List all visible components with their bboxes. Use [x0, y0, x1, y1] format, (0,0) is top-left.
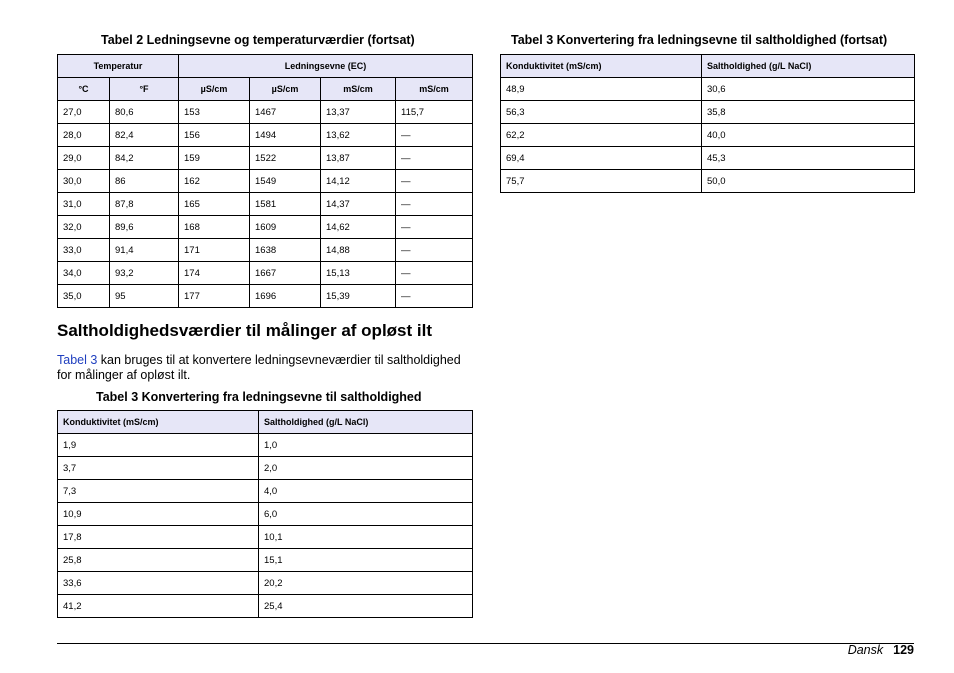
table3-cell: 20,2: [259, 572, 473, 595]
table3-continued-row: [501, 101, 915, 124]
table3-cell: 2,0: [259, 457, 473, 480]
table3-row: [58, 549, 473, 572]
table3-continued-row: [501, 124, 915, 147]
table3-header-conductivity: Konduktivitet (mS/cm): [58, 411, 259, 434]
table2-cell: 153: [179, 101, 250, 124]
table2-cell: 168: [179, 216, 250, 239]
table2-cell: 177: [179, 285, 250, 308]
table2-cell: 1522: [250, 147, 321, 170]
table3-link[interactable]: Tabel 3: [57, 353, 98, 367]
table3-cell: 4,0: [259, 480, 473, 503]
table3-cell: 33,6: [58, 572, 259, 595]
table2-cell: 95: [110, 285, 179, 308]
table2-cell: 15,39: [321, 285, 396, 308]
table2-cell: 93,2: [110, 262, 179, 285]
table2-row: [58, 285, 473, 308]
table2-temperature-conductivity: [57, 54, 473, 308]
table2-cell: 165: [179, 193, 250, 216]
table3-cell: 3,7: [58, 457, 259, 480]
table3-continued-cell: 62,2: [501, 124, 702, 147]
section-body-paragraph: [57, 353, 477, 382]
table3-cell: 7,3: [58, 480, 259, 503]
table3-cell: 6,0: [259, 503, 473, 526]
table2-cell: 1494: [250, 124, 321, 147]
table2-row: [58, 147, 473, 170]
table3-cell: 25,4: [259, 595, 473, 618]
table3-continued-cell: 75,7: [501, 170, 702, 193]
table3-continued-caption: Tabel 3 Konvertering fra ledningsevne til saltholdighed (fortsat): [511, 33, 888, 47]
table3-continued-cell: 50,0: [702, 170, 915, 193]
page-number: 129: [893, 643, 914, 657]
table2-cell: 30,0: [58, 170, 110, 193]
table2-cell: 13,87: [321, 147, 396, 170]
table2-cell: 1609: [250, 216, 321, 239]
table2-cell: —: [396, 285, 473, 308]
table2-cell: 174: [179, 262, 250, 285]
table2-row: [58, 239, 473, 262]
page-footer: [848, 643, 914, 657]
table2-cell: 1467: [250, 101, 321, 124]
table2-row: [58, 170, 473, 193]
table2-unit-header: mS/cm: [321, 78, 396, 101]
table2-unit-header: µS/cm: [250, 78, 321, 101]
table2-unit-header-row: [58, 78, 473, 101]
table2-cell: 80,6: [110, 101, 179, 124]
table3-caption: Tabel 3 Konvertering fra ledningsevne til saltholdighed: [96, 390, 422, 404]
table3-continued-row: [501, 170, 915, 193]
table2-cell: —: [396, 239, 473, 262]
table2-header-conductivity: Ledningsevne (EC): [179, 55, 473, 78]
table2-row: [58, 193, 473, 216]
table2-cell: 86: [110, 170, 179, 193]
table3-cell: 1,0: [259, 434, 473, 457]
table2-unit-header: °F: [110, 78, 179, 101]
table3-row: [58, 434, 473, 457]
table3-row: [58, 503, 473, 526]
table2-cell: 27,0: [58, 101, 110, 124]
table3-row: [58, 480, 473, 503]
table2-cell: 82,4: [110, 124, 179, 147]
table2-cell: 14,88: [321, 239, 396, 262]
table2-cell: 1638: [250, 239, 321, 262]
table2-header-temperature: Temperatur: [58, 55, 179, 78]
table2-cell: 13,62: [321, 124, 396, 147]
table2-cell: 171: [179, 239, 250, 262]
table2-cell: 35,0: [58, 285, 110, 308]
table2-cell: 15,13: [321, 262, 396, 285]
table2-cell: 115,7: [396, 101, 473, 124]
table3-continued-cell: 69,4: [501, 147, 702, 170]
table3-header-salinity: Saltholdighed (g/L NaCl): [259, 411, 473, 434]
table3-header-row: [58, 411, 473, 434]
table2-cell: —: [396, 147, 473, 170]
table2-cell: —: [396, 216, 473, 239]
table3-row: [58, 526, 473, 549]
table2-group-header-row: [58, 55, 473, 78]
table3-row: [58, 595, 473, 618]
table2-cell: 87,8: [110, 193, 179, 216]
table2-row: [58, 124, 473, 147]
table2-cell: 162: [179, 170, 250, 193]
table2-unit-header: °C: [58, 78, 110, 101]
table2-cell: 14,62: [321, 216, 396, 239]
table2-cell: 1549: [250, 170, 321, 193]
table2-row: [58, 216, 473, 239]
table3-conductivity-salinity: [57, 410, 473, 618]
table3-row: [58, 457, 473, 480]
table2-cell: 159: [179, 147, 250, 170]
table3-continued-header-salinity: Saltholdighed (g/L NaCl): [702, 55, 915, 78]
table2-unit-header: mS/cm: [396, 78, 473, 101]
table3-continued-cell: 30,6: [702, 78, 915, 101]
table2-cell: 1581: [250, 193, 321, 216]
table2-caption: Tabel 2 Ledningsevne og temperaturværdier (fortsat): [101, 33, 415, 47]
table2-row: [58, 262, 473, 285]
table2-cell: 1667: [250, 262, 321, 285]
table3-continued-cell: 40,0: [702, 124, 915, 147]
footer-language: Dansk: [847, 643, 884, 657]
table3-continued-row: [501, 78, 915, 101]
table3-cell: 1,9: [58, 434, 259, 457]
table3-continued-cell: 56,3: [501, 101, 702, 124]
table3-continued-row: [501, 147, 915, 170]
table2-cell: 84,2: [110, 147, 179, 170]
table3-cell: 17,8: [58, 526, 259, 549]
table2-cell: 33,0: [58, 239, 110, 262]
table2-cell: —: [396, 262, 473, 285]
table3-cell: 41,2: [58, 595, 259, 618]
table3-continued-header-row: [501, 55, 915, 78]
table3-cell: 15,1: [259, 549, 473, 572]
table3-cell: 10,9: [58, 503, 259, 526]
table2-cell: —: [396, 124, 473, 147]
table3-continued-cell: 48,9: [501, 78, 702, 101]
table3-cell: 25,8: [58, 549, 259, 572]
table2-cell: 14,37: [321, 193, 396, 216]
table3-cell: 10,1: [259, 526, 473, 549]
table2-cell: 89,6: [110, 216, 179, 239]
section-body-text: kan bruges til at konvertere ledningsevneværdier til saltholdighed for målinger af opløst ilt.: [57, 353, 461, 382]
section-heading: Saltholdighedsværdier til målinger af opløst ilt: [57, 321, 432, 340]
table2-cell: 29,0: [58, 147, 110, 170]
table3-continued-cell: 35,8: [702, 101, 915, 124]
table2-cell: 14,12: [321, 170, 396, 193]
table3-continued-conductivity-salinity: [500, 54, 915, 193]
table2-row: [58, 101, 473, 124]
table2-cell: 28,0: [58, 124, 110, 147]
table3-row: [58, 572, 473, 595]
footer-rule: [57, 643, 914, 644]
table3-continued-cell: 45,3: [702, 147, 915, 170]
table2-cell: 91,4: [110, 239, 179, 262]
table2-cell: —: [396, 193, 473, 216]
table2-cell: 34,0: [58, 262, 110, 285]
table2-cell: 156: [179, 124, 250, 147]
table2-cell: 13,37: [321, 101, 396, 124]
table2-cell: 31,0: [58, 193, 110, 216]
table3-continued-header-conductivity: Konduktivitet (mS/cm): [501, 55, 702, 78]
table2-cell: —: [396, 170, 473, 193]
table2-cell: 1696: [250, 285, 321, 308]
table2-unit-header: µS/cm: [179, 78, 250, 101]
table2-cell: 32,0: [58, 216, 110, 239]
